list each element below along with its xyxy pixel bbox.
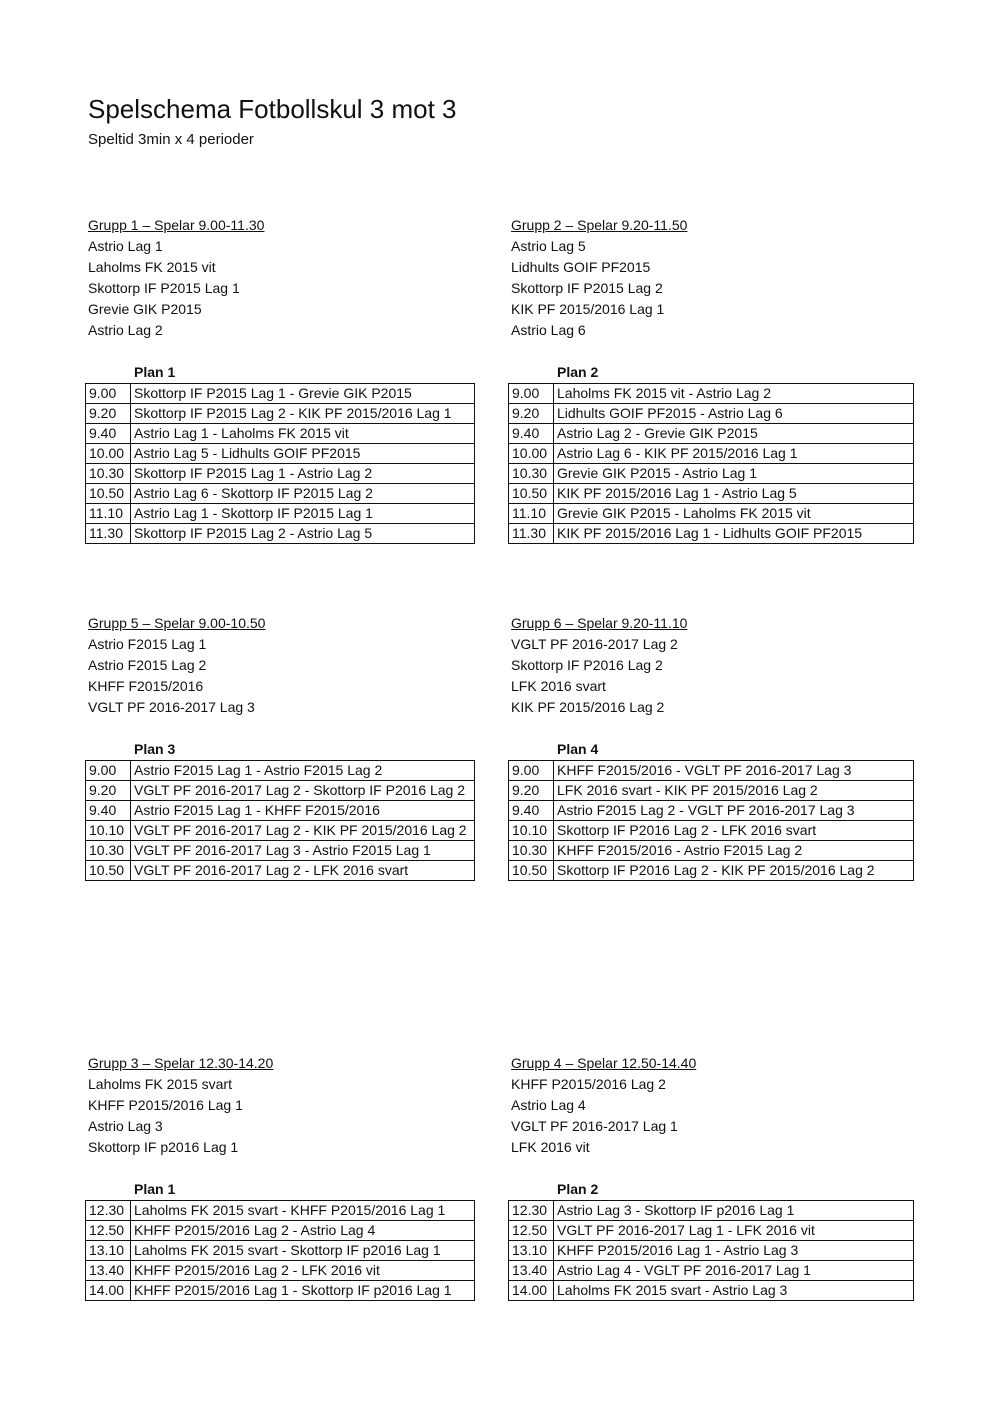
match-time: 10.30 <box>509 464 554 484</box>
match-fixture: Skottorp IF P2016 Lag 2 - LFK 2016 svart <box>554 821 914 841</box>
table-row <box>509 404 914 424</box>
table-row <box>86 404 475 424</box>
match-fixture: Astrio F2015 Lag 1 - KHFF F2015/2016 <box>131 801 475 821</box>
match-time: 9.00 <box>86 761 131 781</box>
match-fixture: Astrio Lag 2 - Grevie GIK P2015 <box>554 424 914 444</box>
match-time: 9.40 <box>509 801 554 821</box>
team-item: Skottorp IF P2016 Lag 2 <box>511 657 663 673</box>
table-row <box>86 1221 475 1241</box>
match-fixture: VGLT PF 2016-2017 Lag 2 - LFK 2016 svart <box>131 861 475 881</box>
match-time: 13.10 <box>509 1241 554 1261</box>
match-time: 13.40 <box>509 1261 554 1281</box>
group-section-g1 <box>88 215 488 544</box>
plan-label: Plan 1 <box>134 1181 176 1197</box>
match-time: 12.50 <box>509 1221 554 1241</box>
group-heading: Grupp 2 – Spelar 9.20-11.50 <box>511 217 688 233</box>
group-section-g2 <box>511 215 911 544</box>
team-item: LFK 2016 svart <box>511 678 606 694</box>
match-time: 9.40 <box>86 801 131 821</box>
match-time: 9.40 <box>509 424 554 444</box>
table-row <box>86 1241 475 1261</box>
match-fixture: Skottorp IF P2016 Lag 2 - KIK PF 2015/2016 Lag 2 <box>554 861 914 881</box>
table-row <box>509 444 914 464</box>
match-time: 11.10 <box>86 504 131 524</box>
table-row <box>86 444 475 464</box>
match-fixture: Laholms FK 2015 svart - KHFF P2015/2016 Lag 1 <box>131 1201 475 1221</box>
team-item: Laholms FK 2015 svart <box>88 1076 232 1092</box>
match-fixture: Grevie GIK P2015 - Astrio Lag 1 <box>554 464 914 484</box>
match-fixture: KHFF P2015/2016 Lag 1 - Skottorp IF p2016 Lag 1 <box>131 1281 475 1301</box>
match-fixture: VGLT PF 2016-2017 Lag 3 - Astrio F2015 Lag 1 <box>131 841 475 861</box>
table-row <box>509 1241 914 1261</box>
match-time: 13.40 <box>86 1261 131 1281</box>
match-time: 12.50 <box>86 1221 131 1241</box>
match-time: 10.50 <box>509 484 554 504</box>
table-row <box>86 781 475 801</box>
team-list <box>88 1074 488 1158</box>
team-item: KIK PF 2015/2016 Lag 1 <box>511 301 665 317</box>
team-item: Lidhults GOIF PF2015 <box>511 259 651 275</box>
table-row <box>86 1281 475 1301</box>
schedule-table <box>85 760 475 881</box>
match-fixture: Skottorp IF P2015 Lag 1 - Grevie GIK P2015 <box>131 384 475 404</box>
table-row <box>86 801 475 821</box>
table-row <box>509 464 914 484</box>
match-fixture: Laholms FK 2015 svart - Astrio Lag 3 <box>554 1281 914 1301</box>
match-fixture: Astrio Lag 5 - Lidhults GOIF PF2015 <box>131 444 475 464</box>
plan-label: Plan 2 <box>557 1181 599 1197</box>
match-fixture: VGLT PF 2016-2017 Lag 2 - Skottorp IF P2016 Lag 2 <box>131 781 475 801</box>
team-item: Grevie GIK P2015 <box>88 301 202 317</box>
match-fixture: KHFF P2015/2016 Lag 1 - Astrio Lag 3 <box>554 1241 914 1261</box>
group-section-g6 <box>511 613 911 881</box>
table-row <box>509 384 914 404</box>
table-row <box>509 1201 914 1221</box>
team-item: Astrio F2015 Lag 2 <box>88 657 207 673</box>
team-item: VGLT PF 2016-2017 Lag 1 <box>511 1118 678 1134</box>
page-subtitle: Speltid 3min x 4 perioder <box>88 131 254 148</box>
table-row <box>509 801 914 821</box>
team-item: KHFF P2015/2016 Lag 1 <box>88 1097 243 1113</box>
match-time: 10.50 <box>86 484 131 504</box>
group-section-g4 <box>511 1053 911 1301</box>
plan-label: Plan 4 <box>557 741 599 757</box>
table-row <box>86 1201 475 1221</box>
match-time: 12.30 <box>509 1201 554 1221</box>
match-fixture: Astrio F2015 Lag 2 - VGLT PF 2016-2017 Lag 3 <box>554 801 914 821</box>
team-item: Skottorp IF p2016 Lag 1 <box>88 1139 239 1155</box>
team-item: KHFF F2015/2016 <box>88 678 204 694</box>
match-time: 10.00 <box>509 444 554 464</box>
schedule-table <box>508 1200 914 1301</box>
match-time: 10.10 <box>86 821 131 841</box>
match-time: 11.30 <box>86 524 131 544</box>
match-fixture: Lidhults GOIF PF2015 - Astrio Lag 6 <box>554 404 914 424</box>
match-time: 10.30 <box>509 841 554 861</box>
page-title: Spelschema Fotbollskul 3 mot 3 <box>88 94 457 124</box>
match-fixture: KIK PF 2015/2016 Lag 1 - Lidhults GOIF PF2015 <box>554 524 914 544</box>
match-time: 14.00 <box>509 1281 554 1301</box>
team-item: Astrio Lag 3 <box>88 1118 163 1134</box>
match-fixture: Laholms FK 2015 vit - Astrio Lag 2 <box>554 384 914 404</box>
team-list <box>511 236 911 341</box>
table-row <box>86 761 475 781</box>
table-row <box>86 504 475 524</box>
table-row <box>509 504 914 524</box>
match-time: 13.10 <box>86 1241 131 1261</box>
match-time: 9.20 <box>86 781 131 801</box>
table-row <box>509 761 914 781</box>
match-time: 10.00 <box>86 444 131 464</box>
match-time: 9.20 <box>86 404 131 424</box>
group-heading: Grupp 3 – Spelar 12.30-14.20 <box>88 1055 274 1071</box>
team-item: VGLT PF 2016-2017 Lag 3 <box>88 699 255 715</box>
match-time: 9.00 <box>509 384 554 404</box>
match-fixture: KHFF P2015/2016 Lag 2 - LFK 2016 vit <box>131 1261 475 1281</box>
team-item: Laholms FK 2015 vit <box>88 259 216 275</box>
match-fixture: Skottorp IF P2015 Lag 1 - Astrio Lag 2 <box>131 464 475 484</box>
match-fixture: Astrio Lag 1 - Laholms FK 2015 vit <box>131 424 475 444</box>
table-row <box>509 1281 914 1301</box>
match-time: 12.30 <box>86 1201 131 1221</box>
team-item: Astrio Lag 4 <box>511 1097 586 1113</box>
match-fixture: Grevie GIK P2015 - Laholms FK 2015 vit <box>554 504 914 524</box>
team-item: KHFF P2015/2016 Lag 2 <box>511 1076 666 1092</box>
team-item: Astrio Lag 5 <box>511 238 586 254</box>
match-time: 10.50 <box>509 861 554 881</box>
match-fixture: KIK PF 2015/2016 Lag 1 - Astrio Lag 5 <box>554 484 914 504</box>
table-row <box>509 1221 914 1241</box>
plan-label: Plan 1 <box>134 364 176 380</box>
table-row <box>509 524 914 544</box>
team-item: Astrio Lag 6 <box>511 322 586 338</box>
schedule-table <box>85 383 475 544</box>
team-item: Astrio Lag 1 <box>88 238 163 254</box>
team-item: Skottorp IF P2015 Lag 2 <box>511 280 663 296</box>
schedule-table <box>85 1200 475 1301</box>
team-item: Skottorp IF P2015 Lag 1 <box>88 280 240 296</box>
group-heading: Grupp 6 – Spelar 9.20-11.10 <box>511 615 688 631</box>
match-fixture: KHFF P2015/2016 Lag 2 - Astrio Lag 4 <box>131 1221 475 1241</box>
match-fixture: Astrio F2015 Lag 1 - Astrio F2015 Lag 2 <box>131 761 475 781</box>
schedule-table <box>508 760 914 881</box>
match-fixture: VGLT PF 2016-2017 Lag 2 - KIK PF 2015/2016 Lag 2 <box>131 821 475 841</box>
table-row <box>86 384 475 404</box>
match-time: 10.10 <box>509 821 554 841</box>
group-heading: Grupp 5 – Spelar 9.00-10.50 <box>88 615 266 631</box>
table-row <box>86 524 475 544</box>
table-row <box>86 841 475 861</box>
team-item: KIK PF 2015/2016 Lag 2 <box>511 699 665 715</box>
match-fixture: VGLT PF 2016-2017 Lag 1 - LFK 2016 vit <box>554 1221 914 1241</box>
match-fixture: Astrio Lag 4 - VGLT PF 2016-2017 Lag 1 <box>554 1261 914 1281</box>
match-fixture: KHFF F2015/2016 - VGLT PF 2016-2017 Lag 3 <box>554 761 914 781</box>
match-time: 9.00 <box>86 384 131 404</box>
match-time: 9.00 <box>509 761 554 781</box>
team-item: LFK 2016 vit <box>511 1139 590 1155</box>
table-row <box>509 424 914 444</box>
table-row <box>509 484 914 504</box>
match-fixture: Laholms FK 2015 svart - Skottorp IF p2016 Lag 1 <box>131 1241 475 1261</box>
team-item: Astrio F2015 Lag 1 <box>88 636 207 652</box>
group-heading: Grupp 1 – Spelar 9.00-11.30 <box>88 217 265 233</box>
match-time: 10.30 <box>86 464 131 484</box>
match-time: 9.20 <box>509 781 554 801</box>
team-list <box>88 236 488 341</box>
table-row <box>509 821 914 841</box>
match-time: 11.30 <box>509 524 554 544</box>
table-row <box>86 1261 475 1281</box>
match-time: 11.10 <box>509 504 554 524</box>
team-list <box>88 634 488 718</box>
table-row <box>86 861 475 881</box>
match-fixture: Astrio Lag 1 - Skottorp IF P2015 Lag 1 <box>131 504 475 524</box>
table-row <box>509 1261 914 1281</box>
match-fixture: Skottorp IF P2015 Lag 2 - KIK PF 2015/2016 Lag 1 <box>131 404 475 424</box>
match-time: 9.20 <box>509 404 554 424</box>
match-fixture: Astrio Lag 6 - KIK PF 2015/2016 Lag 1 <box>554 444 914 464</box>
match-time: 10.50 <box>86 861 131 881</box>
team-list <box>511 634 911 718</box>
schedule-table <box>508 383 914 544</box>
team-list <box>511 1074 911 1158</box>
match-time: 14.00 <box>86 1281 131 1301</box>
table-row <box>86 484 475 504</box>
team-item: VGLT PF 2016-2017 Lag 2 <box>511 636 678 652</box>
group-section-g3 <box>88 1053 488 1301</box>
group-heading: Grupp 4 – Spelar 12.50-14.40 <box>511 1055 697 1071</box>
match-fixture: KHFF F2015/2016 - Astrio F2015 Lag 2 <box>554 841 914 861</box>
team-item: Astrio Lag 2 <box>88 322 163 338</box>
match-fixture: Astrio Lag 3 - Skottorp IF p2016 Lag 1 <box>554 1201 914 1221</box>
table-row <box>86 821 475 841</box>
table-row <box>509 781 914 801</box>
table-row <box>509 841 914 861</box>
match-time: 10.30 <box>86 841 131 861</box>
group-section-g5 <box>88 613 488 881</box>
match-fixture: Skottorp IF P2015 Lag 2 - Astrio Lag 5 <box>131 524 475 544</box>
plan-label: Plan 2 <box>557 364 599 380</box>
plan-label: Plan 3 <box>134 741 176 757</box>
table-row <box>86 464 475 484</box>
match-time: 9.40 <box>86 424 131 444</box>
table-row <box>86 424 475 444</box>
match-fixture: Astrio Lag 6 - Skottorp IF P2015 Lag 2 <box>131 484 475 504</box>
table-row <box>509 861 914 881</box>
match-fixture: LFK 2016 svart - KIK PF 2015/2016 Lag 2 <box>554 781 914 801</box>
